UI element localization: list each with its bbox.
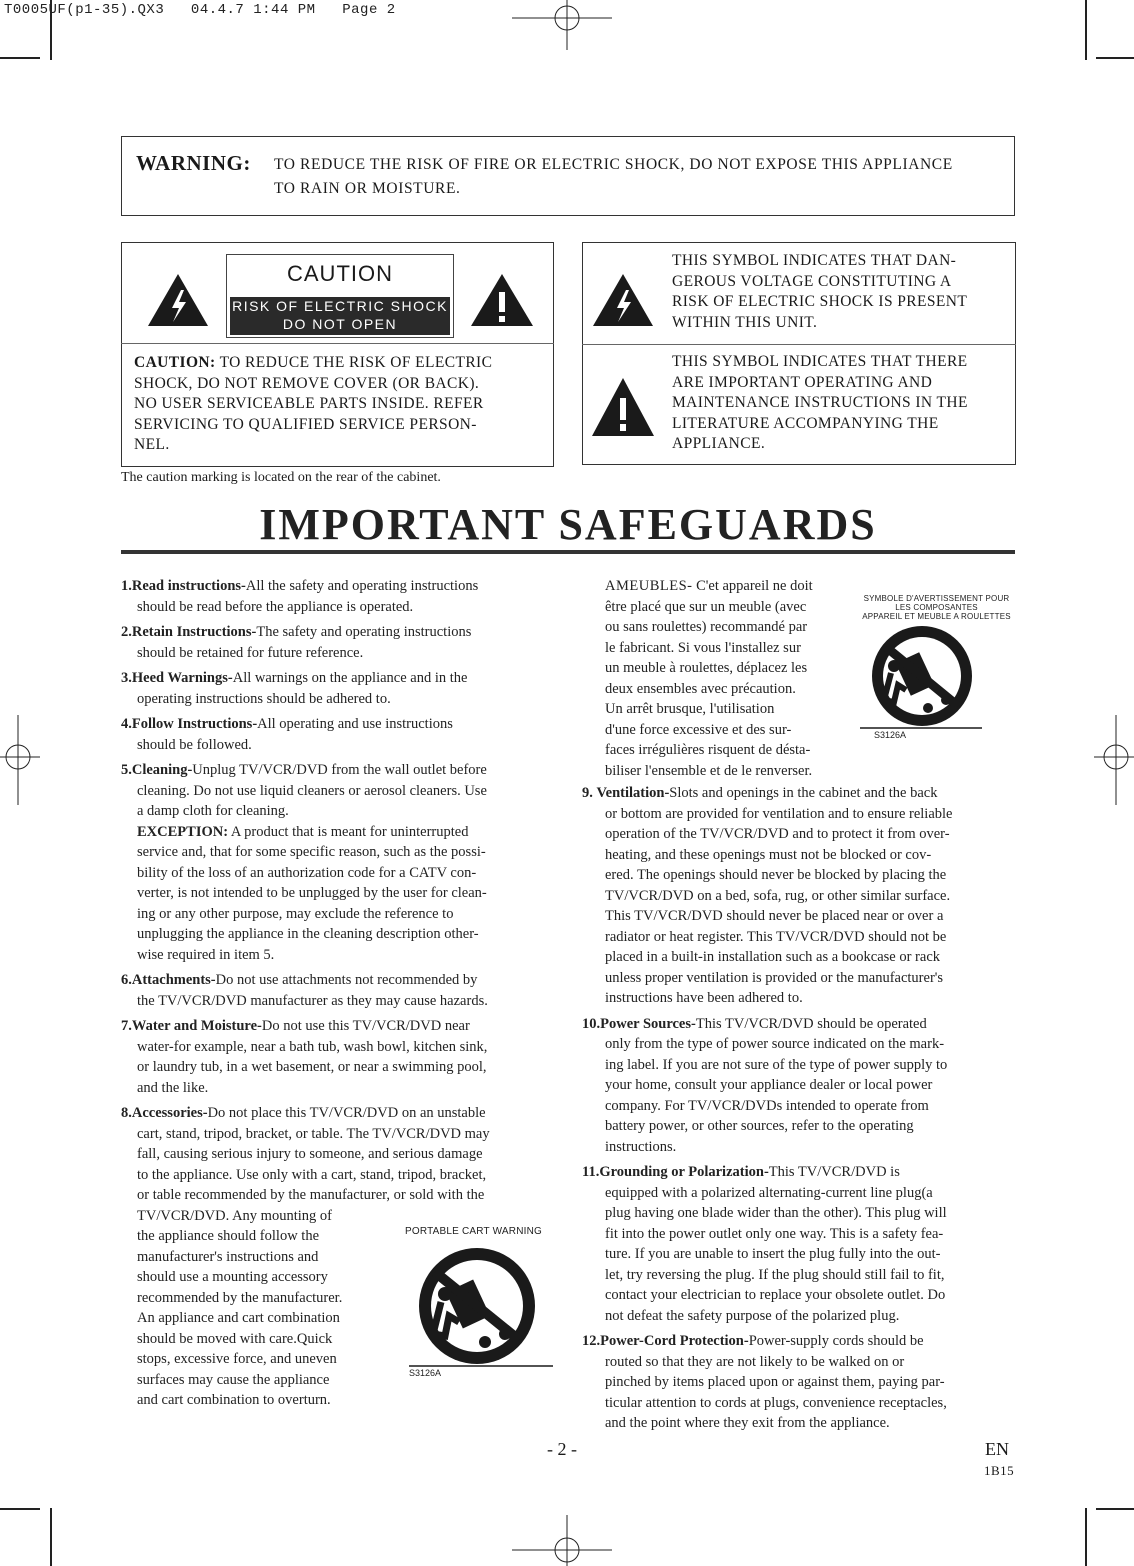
ameubles-line: d'une force excessive et des sur- (605, 721, 792, 738)
ameubles-heading: AMEUBLES- (605, 578, 693, 594)
right-column (582, 783, 1022, 1434)
caution-text (134, 353, 544, 456)
symbol-voltage-line: WITHIN THIS UNIT. (672, 313, 818, 331)
item-line: should be read before the appliance is operated. (137, 598, 414, 615)
safeguard-item (121, 760, 561, 965)
exception-line: wise required in item 5. (137, 946, 275, 963)
warning-line-1: TO REDUCE THE RISK OF FIRE OR ELECTRIC SHOCK, DO NOT EXPOSE THIS APPLIANCE (274, 156, 953, 173)
safeguard-item (121, 970, 561, 1011)
item-line: should be moved with care.Quick (137, 1330, 333, 1347)
item-number: 2. (121, 624, 132, 640)
item-line: All warnings on the appliance and in the (232, 670, 468, 686)
item-heading: Water and Moisture- (131, 1018, 262, 1034)
ameubles-line: deux ensembles avec précaution. (605, 680, 796, 697)
lightning-triangle-icon (591, 272, 655, 328)
item-line: and cart combination to overturn. (137, 1392, 331, 1408)
item-line: or laundry tub, in a wet basement, or near a swimming pool, (137, 1059, 487, 1075)
symbol-voltage-line: THIS SYMBOL INDICATES THAT DAN- (672, 252, 957, 269)
registration-mark-left (0, 715, 40, 805)
item-number: 10. (582, 1015, 601, 1032)
item-number: 11. (582, 1164, 600, 1180)
symbol-divider (582, 344, 1016, 345)
exception-label: EXCEPTION: (137, 823, 229, 840)
portable-cart-warning-icon (858, 620, 988, 740)
ameubles-line: biliser l'ensemble et de le renverser. (605, 762, 813, 779)
safeguard-item (121, 622, 561, 663)
item-line: plug having one blade wider than the other). This plug will (605, 1205, 947, 1221)
item-line: let, try reversing the plug. If the plug should still fail to fit, (605, 1266, 945, 1283)
exception-line: verter, is not intended to be unplugged by the user for clean- (137, 885, 487, 901)
warning-label: WARNING: (136, 151, 251, 175)
item-line: This TV/VCR/DVD should be operated (695, 1015, 927, 1032)
item-line: only from the type of power source indicated on the mark- (605, 1036, 945, 1052)
item-line: Unplug TV/VCR/DVD from the wall outlet before (192, 762, 487, 778)
item-line: instructions. (605, 1138, 677, 1155)
item-number: 8. (121, 1105, 132, 1121)
safeguard-item (121, 1016, 561, 1098)
item-line: and the like. (137, 1079, 209, 1096)
crop-mark (50, 1508, 52, 1566)
document-code: 1B15 (984, 1463, 1015, 1478)
language-code: EN (985, 1439, 1009, 1459)
item-number: 6. (121, 972, 132, 988)
item-line: operation of the TV/VCR/DVD and to protect it from over- (605, 826, 950, 842)
item-line: should use a mounting accessory (137, 1269, 328, 1285)
symbol-instructions-line: THIS SYMBOL INDICATES THAT THERE (672, 353, 968, 370)
safeguard-item (582, 1331, 1022, 1434)
item-line: battery power, or other sources, refer to the operating (605, 1118, 914, 1134)
item-line: Do not place this TV/VCR/DVD on an unstable (207, 1105, 486, 1121)
caution-text-line: SERVICING TO QUALIFIED SERVICE PERSON- (134, 415, 477, 433)
item-heading: Attachments- (131, 972, 216, 988)
registration-mark-bottom (512, 1515, 612, 1566)
item-line: pinched by items placed upon or against them, paying par- (605, 1374, 945, 1390)
item-heading: Retain Instructions- (131, 624, 257, 640)
ameubles-line: faces irrégulières risquent de désta- (605, 742, 811, 758)
ameubles-line: Un arrêt brusque, l'utilisation (605, 701, 775, 717)
caution-location-note: The caution marking is located on the rear of the cabinet. (121, 470, 441, 485)
item-line: or bottom are provided for ventilation and to ensure reliable (605, 805, 953, 822)
safeguard-item (121, 668, 561, 709)
caution-text-line: NEL. (134, 436, 170, 454)
item-heading: Power Sources- (600, 1015, 696, 1032)
exception-line: ing or any other purpose, may exclude the reference to (137, 905, 454, 922)
lightning-triangle-icon (146, 272, 210, 328)
item-line: your home, consult your appliance dealer or local power (605, 1077, 933, 1093)
item-line: This TV/VCR/DVD is (768, 1164, 900, 1180)
symbol-voltage-text (672, 251, 1012, 333)
item-number: 9. (582, 785, 593, 801)
item-line: recommended by the manufacturer. (137, 1289, 343, 1306)
cart-fr-fig-code: S3126A (874, 730, 907, 740)
caution-text-line: TO REDUCE THE RISK OF ELECTRIC (219, 354, 493, 371)
caution-band-line-2: DO NOT OPEN (282, 316, 398, 332)
print-slug: T0005UF(p1-35).QX3 04.4.7 1:44 PM Page 2 (4, 2, 396, 18)
item-line: Do not use attachments not recommended by (215, 972, 478, 988)
item-line: water-for example, near a bath tub, wash bowl, kitchen sink, (137, 1038, 488, 1055)
item-line: to the appliance. Use only with a cart, stand, tripod, bracket, (137, 1166, 487, 1183)
cart-fr-caption-line: SYMBOLE D'AVERTISSEMENT POUR (863, 594, 1010, 603)
symbol-instructions-line: LITERATURE ACCOMPANYING THE (672, 414, 939, 432)
item-number: 7. (121, 1018, 132, 1034)
item-line: The safety and operating instructions (256, 624, 472, 640)
item-line: TV/VCR/DVD. Any mounting of (137, 1207, 332, 1224)
item-line: This TV/VCR/DVD should never be placed near or over a (605, 908, 944, 924)
symbol-instructions-text (672, 352, 1012, 455)
item-line: routed so that they are not likely to be walked on or (605, 1353, 905, 1370)
item-heading: Read instructions- (131, 578, 246, 594)
cart-fig-code: S3126A (409, 1368, 442, 1378)
safeguard-item (582, 783, 1022, 1009)
item-heading: Heed Warnings- (131, 670, 233, 686)
crop-mark (0, 1508, 40, 1510)
symbol-instructions-line: APPLIANCE. (672, 435, 766, 453)
item-line: cart, stand, tripod, bracket, or table. The TV/VCR/DVD may (137, 1125, 490, 1142)
item-line: stops, excessive force, and uneven (137, 1351, 337, 1367)
symbol-voltage-line: GEROUS VOLTAGE CONSTITUTING A (672, 272, 952, 290)
item-line: ture. If you are unable to insert the plug fully into the out- (605, 1246, 941, 1262)
item-heading: Power-Cord Protection- (600, 1333, 749, 1349)
item-heading: Grounding or Polarization- (599, 1164, 769, 1180)
cart-fr-caption-line: LES COMPOSANTES (895, 603, 978, 612)
item-number: 12. (582, 1333, 601, 1349)
item-line: Slots and openings in the cabinet and the back (669, 785, 938, 801)
symbol-voltage-line: RISK OF ELECTRIC SHOCK IS PRESENT (672, 293, 968, 311)
item-line: TV/VCR/DVD on a bed, sofa, rug, or other similar surface. (605, 887, 951, 904)
safeguard-item (121, 576, 561, 617)
item-line: Power-supply cords should be (748, 1333, 924, 1349)
item-line: fall, causing serious injury to someone, and serious damage (137, 1146, 483, 1162)
item-line: and the point where they exit from the appliance. (605, 1415, 890, 1431)
item-number: 5. (121, 762, 132, 778)
ameubles-line: le fabricant. Si vous l'installez sur (605, 639, 801, 656)
item-heading: Follow Instructions- (131, 716, 258, 732)
title-rule (121, 550, 1015, 554)
caution-band-line-1: RISK OF ELECTRIC SHOCK (232, 298, 448, 314)
caution-label-title: CAUTION (287, 261, 393, 286)
crop-mark (1085, 0, 1087, 60)
exception-line: unplugging the appliance in the cleaning description other- (137, 926, 479, 942)
exception-line: bility of the loss of an authorization code for a CATV con- (137, 864, 477, 881)
item-line: All the safety and operating instructions (245, 578, 479, 594)
item-line: heating, and these openings must not be blocked or cov- (605, 846, 932, 863)
item-line: the TV/VCR/DVD manufacturer as they may cause hazards. (137, 992, 488, 1009)
registration-mark-right (1094, 715, 1134, 805)
cart-warning-caption: PORTABLE CART WARNING (405, 1226, 543, 1237)
item-line: All operating and use instructions (257, 716, 453, 732)
crop-mark (1096, 57, 1134, 59)
caution-text-line: SHOCK, DO NOT REMOVE COVER (OR BACK). (134, 374, 480, 392)
page-number: - 2 - (547, 1439, 577, 1459)
item-line: An appliance and cart combination (137, 1310, 340, 1326)
symbol-instructions-line: ARE IMPORTANT OPERATING AND (672, 373, 933, 391)
warning-box (121, 136, 1015, 216)
registration-mark-top (512, 0, 612, 50)
item-heading: Accessories- (131, 1105, 208, 1121)
ameubles-block (605, 576, 850, 781)
safeguard-item (121, 714, 561, 755)
item-line: ered. The openings should never be blocked by placing the (605, 867, 947, 883)
crop-mark (1085, 1508, 1087, 1566)
warning-line-2: TO RAIN OR MOISTURE. (274, 180, 461, 197)
ameubles-line: être placé que sur un meuble (avec (605, 598, 807, 615)
item-line: should be retained for future reference. (137, 644, 364, 661)
item-line: contact your electrician to replace your obsolete outlet. Do (605, 1287, 946, 1303)
ameubles-line: un meuble à roulettes, déplacez les (605, 660, 808, 676)
item-line: fit into the power outlet only one way. This is a safety fea- (605, 1225, 944, 1242)
item-line: manufacturer's instructions and (137, 1248, 319, 1265)
item-line: ticular attention to cords at plugs, convenience receptacles, (605, 1394, 947, 1411)
item-line: ing label. If you are not sure of the type of power supply to (605, 1056, 948, 1073)
crop-mark (0, 57, 40, 59)
item-line: surfaces may cause the appliance (137, 1371, 330, 1388)
safeguard-item (582, 1014, 1022, 1158)
ameubles-line: ou sans roulettes) recommandé par (605, 619, 808, 635)
item-line: placed in a built-in installation such as a bookcase or rack (605, 949, 941, 965)
exclamation-triangle-icon (590, 376, 656, 438)
item-line: cleaning. Do not use liquid cleaners or aerosol cleaners. Use (137, 782, 487, 799)
item-line: should be followed. (137, 736, 252, 753)
item-number: 3. (121, 670, 132, 686)
item-line: or table recommended by the manufacturer, or sold with the (137, 1187, 485, 1203)
cart-fr-caption-line: APPAREIL ET MEUBLE A ROULETTES (862, 612, 1011, 621)
cart-warning-caption-fr (854, 594, 1019, 621)
item-line: company. For TV/VCR/DVDs intended to operate from (605, 1097, 929, 1114)
item-line: unless proper ventilation is provided or the manufacturer's (605, 969, 944, 986)
caution-text-label: CAUTION: (134, 354, 216, 371)
safeguard-item (582, 1162, 1022, 1326)
item-number: 4. (121, 716, 132, 732)
item-heading: Cleaning- (131, 762, 193, 778)
item-line: a damp cloth for cleaning. (137, 803, 289, 819)
item-line: instructions have been adhered to. (605, 990, 803, 1006)
item-line: equipped with a polarized alternating-current line plug(a (605, 1184, 933, 1201)
portable-cart-warning-icon (405, 1242, 555, 1382)
caution-label-band (230, 297, 450, 335)
exception-line: service and, that for some specific reason, such as the possi- (137, 844, 486, 860)
caution-divider (121, 343, 554, 344)
symbol-instructions-line: MAINTENANCE INSTRUCTIONS IN THE (672, 394, 968, 412)
exclamation-triangle-icon (469, 272, 535, 328)
item-line: Do not use this TV/VCR/DVD near (261, 1018, 470, 1034)
exception-line: A product that is meant for uninterrupted (230, 823, 469, 840)
item-line: radiator or heat register. This TV/VCR/DVD should not be (605, 928, 947, 945)
item-heading: Ventilation- (596, 785, 670, 801)
item-line: the appliance should follow the (137, 1228, 320, 1244)
caution-text-line: NO USER SERVICEABLE PARTS INSIDE. REFER (134, 395, 484, 413)
ameubles-line: C'et appareil ne doit (696, 578, 813, 594)
item-line: not defeat the safety purpose of the polarized plug. (605, 1307, 900, 1324)
item-line: operating instructions should be adhered to. (137, 690, 391, 707)
item-number: 1. (121, 578, 132, 594)
crop-mark (1096, 1508, 1134, 1510)
page-title: IMPORTANT SAFEGUARDS (259, 500, 877, 549)
